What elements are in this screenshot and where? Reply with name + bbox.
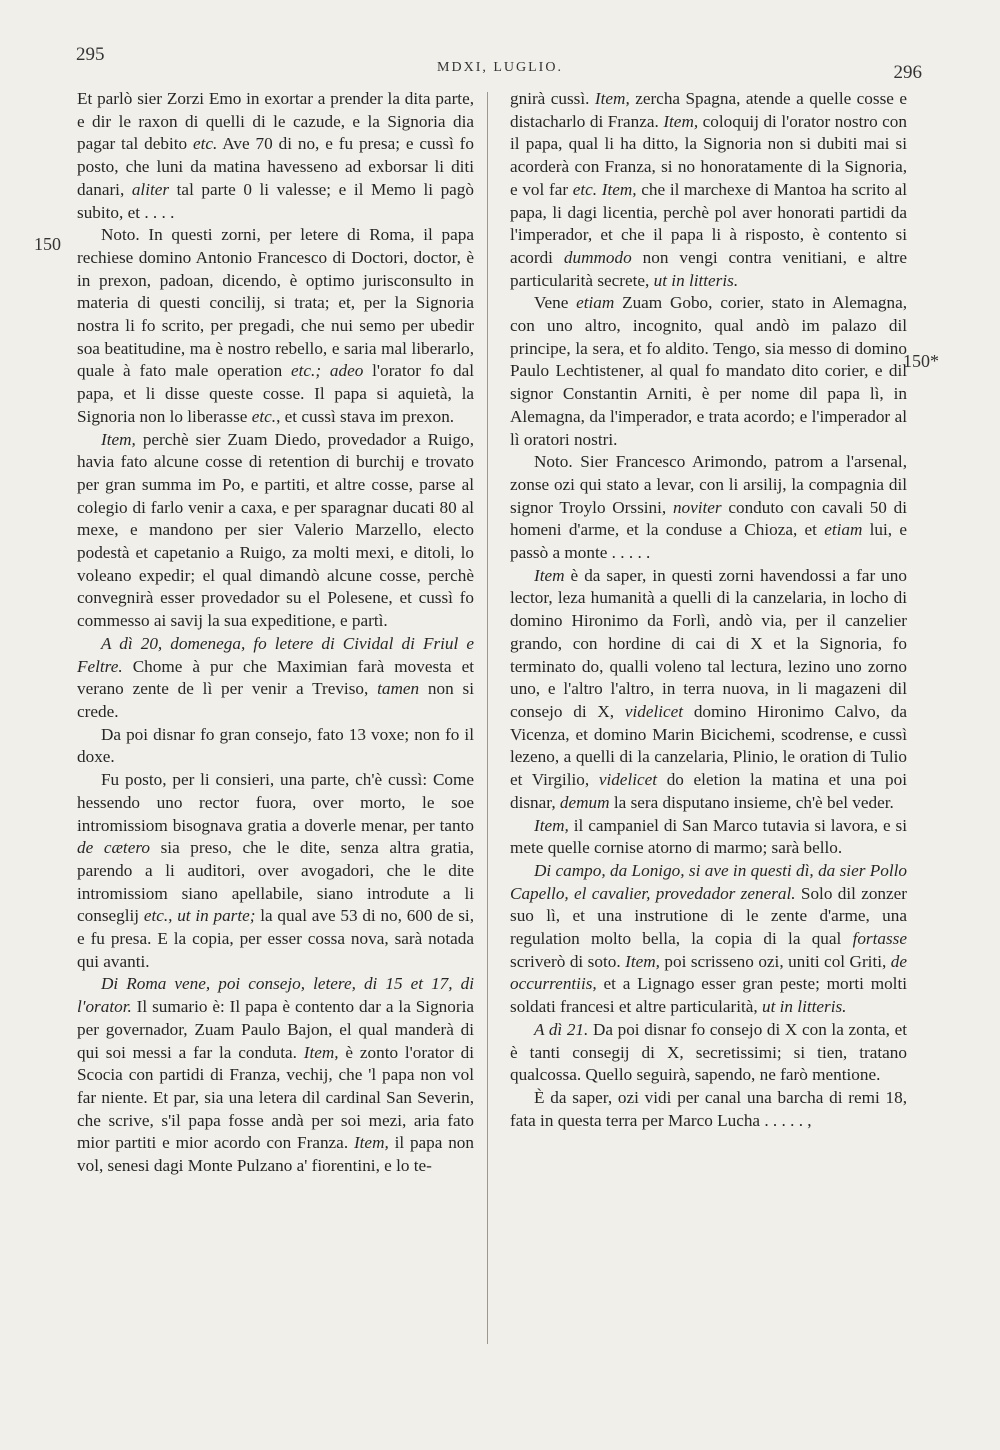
right-column xyxy=(510,88,907,1132)
paragraph: A dì 20, domenega, fo letere di Cividal di Friul e Feltre. Chome à pur che Maximian farà movesta et verano zente de lì per venir a Treviso, tamen non si crede. xyxy=(77,633,474,721)
running-title: MDXI, LUGLIO. xyxy=(437,60,563,75)
page-number-right: 296 xyxy=(893,62,922,83)
paragraph: Da poi disnar fo gran consejo, fato 13 voxe; non fo il doxe. xyxy=(77,724,474,767)
paragraph: Vene etiam Zuam Gobo, corier, stato in Alemagna, con uno altro, incognito, qual andò im palazo dil principe, la sera, et fo aldito. Tengo, sia messo di domino Paulo Lechtistener, al qual fo mandato dito corier, e dil signor Constantin Arniti, è per nome dil papa lì, in Alemagna, da l'imperador, e trata acordo; e l'imperador al lì oratori nostri. xyxy=(510,293,907,449)
paragraph: A dì 21. Da poi disnar fo consejo di X con la zonta, et è tanti consegij di X, secretissimi; si tien, tratano qualcossa. Quello seguirà, sapendo, ne farò mentione. xyxy=(510,1019,908,1085)
paragraph: Item, il campaniel di San Marco tutavia si lavora, e si mete quelle cornise atorno di marmo; sarà bello. xyxy=(510,815,907,858)
paragraph: Item, perchè sier Zuam Diedo, provedador a Ruigo, havia fato alcune cosse di retention di burchij e trovato per gran summa im Po, e partiti, et altre cosse, parse al colegio di farlo venir a caxa, e per sparagnar ducati 80 al mexe, e mandono per sier Valerio Marzello, electo podestà et capetanio a Ruigo, za molti mexi, e ditoli, lo voleano expedir; el qual dimandò alcune cosse, perchè convegnirà esser provedador su el Polesene, et cussì fo commesso ai savij la sua expeditione, e partì. xyxy=(77,429,474,631)
paragraph: gnirà cussì. Item, zercha Spagna, atende a quelle cosse e distacharlo di Franza. Item, coloquij di l'orator nostro con il papa, qual li ha ditto, la Signoria non si dubiti mai si acorderà con Franza, si no honoratamente di la Signoria, e vol far etc. Item, che il marchexe di Mantoa ha scrito al papa, li dagi licentia, perchè pol aver honorati partidi da l'imperador, et che il papa li à risposto, è contento si acordi dummodo non vengi contra venitiani, e altre particularità secrete, ut in litteris. xyxy=(510,89,907,290)
page-number-left: 295 xyxy=(76,44,105,65)
paragraph: Di campo, da Lonigo, si ave in questi dì, da sier Pollo Capello, el cavalier, provedador zeneral. Solo dil zonzer suo lì, et una instrutione di le zente d'arme, una regulation molto bella, la copia di la qual fortasse scriverò di soto. Item, poi scrisseno ozi, uniti col Griti, de occurrentiis, et a Lignago esser gran peste; morti molti soldati francesi et altre particularità, ut in litteris. xyxy=(510,860,908,1017)
paragraph: Di Roma vene, poi consejo, letere, di 15 et 17, di l'orator. Il sumario è: Il papa è contento dar a la Signoria per governador, Zuam Paulo Bajon, el qual manderà di qui soi messi a far la conduta. Item, è zonto l'orator di Scocia con partidi di Franza, vechij, che 'l papa non vol far niente. Et par, sia una letera dil cardinal San Severin, che scrive, s'il papa fosse andà per soi mezi, aria fato mior partiti e mior acordo con Franza. Item, il papa non vol, senesi dagi Monte Pulzano a' fiorentini, e lo te- xyxy=(77,974,475,1176)
margin-number-left: 150 xyxy=(34,234,61,254)
paragraph: Fu posto, per li consieri, una parte, ch'è cussì: Come hessendo uno rector fuora, over morto, le soe intromissiom bisognava gratia a doverle menar, per tanto de cætero sia preso, che le dite, senza altra gratia, parendo a li auditori, over avogadori, che le dite intromissiom siano apellabile, siano introdute a li conseglij etc., ut in parte; la qual ave 53 di no, 600 de si, e fu presa. E la copia, per esser cossa nova, sarà notada qui avanti. xyxy=(77,770,474,971)
paragraph: Et parlò sier Zorzi Emo in exortar a prender la dita parte, e dir le raxon di quelli di le cazude, e la Signoria dia pagar tal debito etc. Ave 70 di no, e fu presa; e cussì fo posto, che luni da matina havesseno ad exborsar li diti danari, aliter tal parte 0 li valesse; e il Memo li pagò subito, et . . . . xyxy=(77,89,474,222)
paragraph: Noto. Sier Francesco Arimondo, patrom a l'arsenal, zonse ozi qui stato a levar, con li arsilij, la compagnia dil signor Troylo Orssini, noviter conduto con cavali 50 di homeni d'arme, et la conduse a Chioza, et etiam lui, e passò a monte . . . . . xyxy=(510,452,907,563)
paragraph: Item è da saper, in questi zorni havendossi a far uno lector, leza humanità a quelli di la canzelaria, in locho di domino Hironimo da Forlì, andò via, per il canzelier grando, con hordine di cai di X et la Signoria, fo terminato do, qualli voleno tal lectura, lezino uno zorno uno, e l'altro l'altro, in terra nuova, in li magazeni dil consejo di X, videlicet domino Hironimo Calvo, da Vicenza, et domino Marin Bicichemi, scodrense, e cussì lezeno, a quelli di la canzelaria, Plinio, le oration di Tulio et Virgilio, videlicet do eletion la matina et una poi disnar, demum la sera disputano insieme, ch'è bel veder. xyxy=(510,565,907,812)
column-divider xyxy=(487,92,488,1344)
left-column xyxy=(77,88,474,1178)
margin-number-right: 150* xyxy=(903,351,939,371)
paragraph: È da saper, ozi vidi per canal una barcha di remi 18, fata in questa terra per Marco Lucha . . . . . , xyxy=(510,1087,907,1130)
paragraph: Noto. In questi zorni, per letere di Roma, il papa rechiese domino Antonio Francesco di Doctori, doctor, è in prexon, padoan, dicendo, è optimo jurisconsulto in materia di questi concilij, si trata; et, per la Signoria nostra li fo scrito, per pregadi, che nui semo per ubedir soa beatitudine, ma è nostro rebello, e saria mal liberarlo, quale à fato male operation etc.; adeo l'orator fo dal papa, et li disse queste cosse. Il papa si aquietà, la Signoria non lo liberasse etc., et cussì stava im prexon. xyxy=(77,225,474,426)
